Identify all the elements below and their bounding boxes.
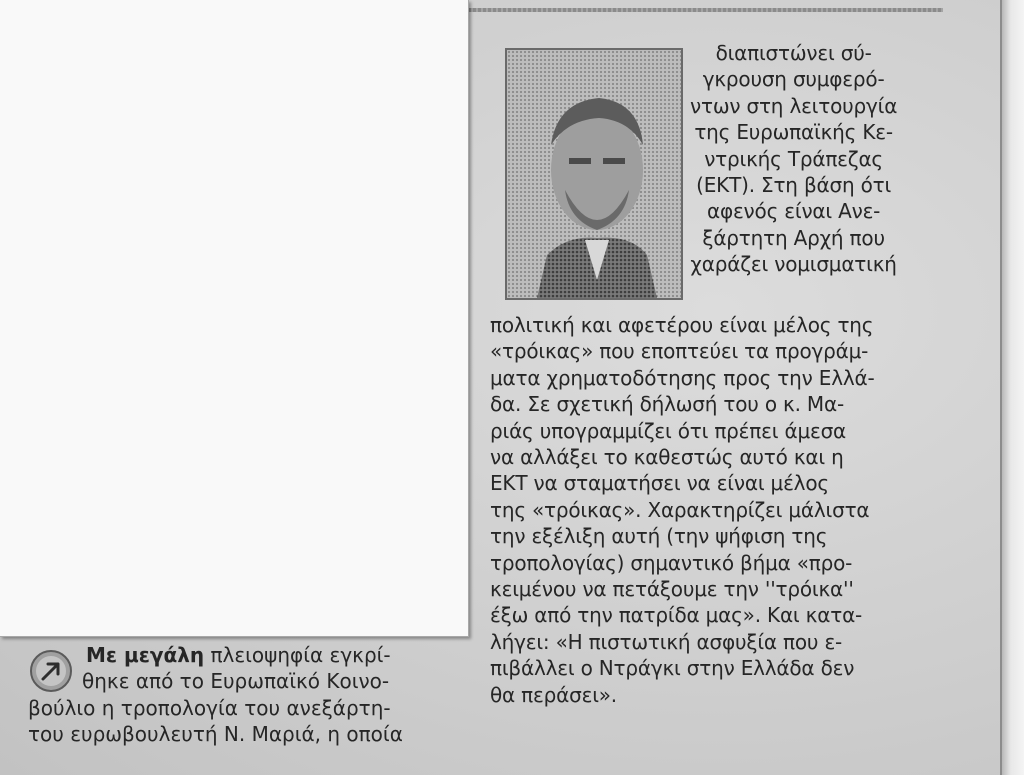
article-line: (ΕΚΤ). Στη βάση ότι [696,173,892,198]
article-line: έξω από την πατρίδα μας». Και κατα- [490,603,863,628]
page-right-edge [1000,0,1024,775]
lead-line: βούλιο η τροπολογία του ανεξάρτη- [28,695,391,720]
article-line: «τρόικας» που εποπτεύει τα προγράμ- [490,339,869,364]
article-line: ματα χρηματοδότησης προς την Ελλά- [490,365,875,390]
article-line: ντων στη λειτουργία [690,93,898,118]
blank-paper-overlay [0,0,469,637]
article-line: διαπιστώνει σύ- [715,41,872,65]
lead-text [28,642,403,748]
article-line: να αλλάξει το καθεστώς αυτό και η [490,445,844,470]
article-full-column [490,312,874,708]
lead-bold-run: Με μεγάλη [86,643,205,667]
article-line: ΕΚΤ να σταματήσει να είναι μέλος [490,471,829,496]
article-line: την εξέλιξη αυτή (την ψήφιση της [490,524,828,549]
article-line: ξάρτητη Αρχή που [702,225,885,250]
lead-first-rest: πλειοψηφία εγκρί- [204,643,391,667]
article-line: πολιτική και αφετέρου είναι μέλος της [490,313,874,337]
article-line: αφενός είναι Ανε- [706,199,881,224]
article-line: πιβάλλει ο Ντράγκι στην Ελλάδα δεν [490,656,855,681]
top-divider-rule [468,8,943,12]
article-line: θα περάσει». [490,682,617,707]
lead-first-line [28,642,403,668]
article-line: τροπολογίας) σημαντικό βήμα «προ- [490,550,853,575]
article-line: ντρικής Τράπεζας [704,146,883,171]
portrait-figure [507,50,681,298]
article-line: της Ευρωπαϊκής Κε- [694,120,893,145]
article-line: ριάς υπογραμμίζει ότι πρέπει άμεσα [490,418,847,443]
article-wrapped-column [690,40,897,278]
article-line: γκρουση συμφερό- [702,67,885,92]
lead-line: θηκε από το Ευρωπαϊκό Κοινο- [82,669,390,694]
portrait-photo [505,48,683,300]
lead-line: του ευρωβουλευτή Ν. Μαριά, η οποία [28,722,403,747]
article-line: της «τρόικας». Χαρακτηρίζει μάλιστα [490,497,870,522]
article-line: δα. Σε σχετική δήλωσή του ο κ. Μα- [490,392,844,417]
article-line: χαράζει νομισματική [690,252,897,277]
article-line: λήγει: «Η πιστωτική ασφυξία που ε- [490,629,843,654]
article-line: κειμένου να πετάξουμε την ''τρόικα'' [490,577,854,602]
